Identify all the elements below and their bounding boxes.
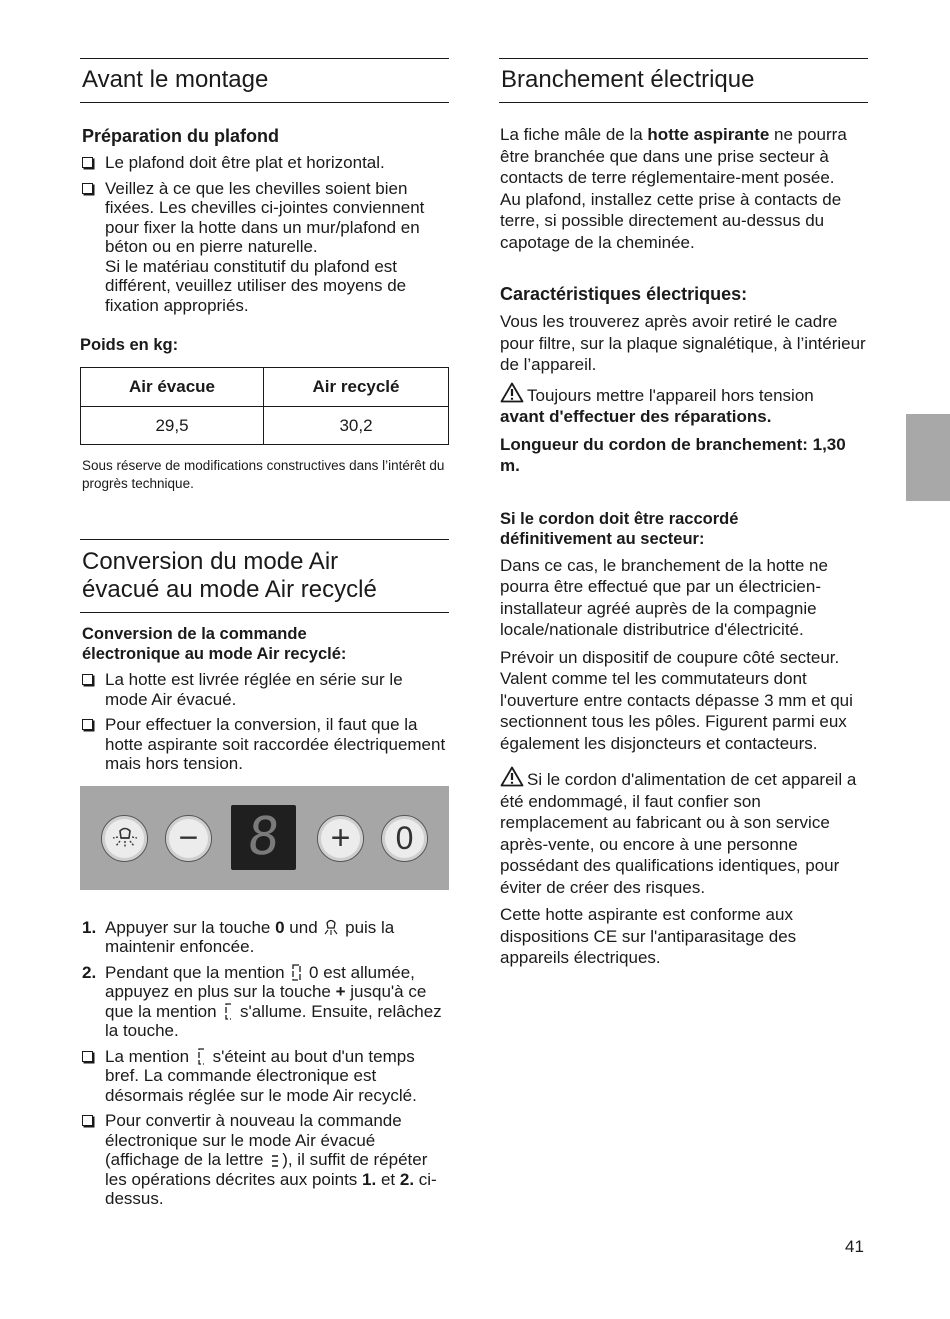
section-title-avant-montage: Avant le montage xyxy=(80,58,449,103)
page-number: 41 xyxy=(845,1237,864,1256)
list-item: Pour convertir à nouveau la commande électronique sur le mode Air évacué (affichage de la lettre ), il suffit de répéter les opérations décrites aux points 1. et 2. ci-dessus. xyxy=(80,1111,449,1209)
list-item: Le plafond doit être plat et horizontal. xyxy=(80,153,449,173)
list-item: Veillez à ce que les chevilles soient bien fixées. Les chevilles ci-jointes conviennent pour fixer la hotte dans un mur/plafond en béton ou en pierre naturelle. Si le matériau constitutif du plafond est différent, veuillez utiliser des moyens de fixation appropriés. xyxy=(80,179,449,316)
seven-segment-display: 8 xyxy=(231,805,296,870)
table-cell: 30,2 xyxy=(264,407,449,445)
list-item: La mention s'éteint au bout d'un temps bref. La commande électronique est désormais réglée sur le mode Air recyclé. xyxy=(80,1047,449,1106)
warning-triangle-icon xyxy=(500,766,524,787)
warning-paragraph-2: Si le cordon d'alimentation de cet appareil a été endommagé, il faut confier son remplacement au fabricant ou à son service après-vente, ou encore à une personne possédant des qualifications identiques, pour éviter de créer des risques. xyxy=(500,766,868,898)
checkbox-square-icon xyxy=(82,1115,93,1126)
seven-segment-glyph-icon xyxy=(223,1003,233,1020)
cord-length: Longueur du cordon de branchement: 1,30 m. xyxy=(500,434,846,475)
table-cell: 29,5 xyxy=(81,407,264,445)
subtitle-caracteristiques: Caractéristiques électriques: xyxy=(500,284,748,304)
minus-button: − xyxy=(165,815,212,862)
checkbox-square-icon xyxy=(82,157,93,168)
carac-paragraph: Vous les trouverez après avoir retiré le cadre pour filtre, sur la plaque signalétique, à l’intérieur de l’appareil. xyxy=(500,312,866,374)
checkbox-square-icon xyxy=(82,674,93,685)
weights-label: Poids en kg: xyxy=(80,336,179,354)
list-item: Pour effectuer la conversion, il faut que la hotte aspirante soit raccordée électriquement mais hors tension. xyxy=(80,715,449,774)
steps-list xyxy=(80,918,449,1209)
weights-table xyxy=(80,367,449,445)
checkbox-square-icon xyxy=(82,719,93,730)
conversion-list xyxy=(80,670,449,774)
seven-segment-glyph-icon xyxy=(270,1153,280,1168)
subtitle-preparation-plafond: Préparation du plafond xyxy=(82,126,280,146)
section-title-conversion: Conversion du mode Air évacué au mode Air recyclé xyxy=(80,539,449,613)
table-header: Air évacue xyxy=(81,368,264,407)
left-column xyxy=(80,58,449,1215)
list-item: 1. Appuyer sur la touche 0 und puis la maintenir enfoncée. xyxy=(82,917,395,956)
light-button xyxy=(101,815,148,862)
intro-paragraph: La fiche mâle de la hotte aspirante ne pourra être branchée que dans une prise secteur à contacts de terre réglementaire-ment posée. xyxy=(500,125,847,187)
right-column xyxy=(499,58,868,975)
control-panel-illustration xyxy=(80,786,449,890)
warning-triangle-icon xyxy=(500,382,524,403)
list-item: 2. Pendant que la mention 0 est allumée, appuyez en plus sur la touche + jusqu'à ce que la mention s'allume. Ensuite, relâchez la touche. xyxy=(82,962,442,1040)
intro-paragraph-2: Au plafond, installez cette prise à contacts de terre, si possible directement au-dessus du capotage de la cheminée. xyxy=(500,189,842,252)
table-header: Air recyclé xyxy=(264,368,449,407)
warning-paragraph-1: Toujours mettre l'appareil hors tension avant d'effectuer des réparations. xyxy=(500,382,868,428)
zero-button: 0 xyxy=(381,815,428,862)
plus-button: + xyxy=(317,815,364,862)
cord-paragraph-2: Prévoir un dispositif de coupure côté secteur. Valent comme tel les commutateurs dont l'ouverture entre contacts dépasse 3 mm et qui sectionnent tous les pôles. Figurent parmi eux également les disjoncteurs et contacteurs. xyxy=(500,647,853,753)
section-tab-marker xyxy=(906,414,950,501)
section-title-branchement: Branchement électrique xyxy=(499,58,868,103)
seven-segment-glyph-icon xyxy=(196,1048,206,1065)
list-item: La hotte est livrée réglée en série sur le mode Air évacué. xyxy=(80,670,449,709)
cord-paragraph-1: Dans ce cas, le branchement de la hotte ne pourra être effectué que par un électricien-installateur agréé auprès de la compagnie locale/nationale distributrice d'électricité. xyxy=(500,555,828,639)
checkbox-square-icon xyxy=(82,1051,93,1062)
light-icon xyxy=(324,918,338,936)
preparation-list xyxy=(80,153,449,315)
subtitle-conversion-commande: Conversion de la commande électronique au mode Air recyclé: xyxy=(82,625,347,663)
light-icon xyxy=(110,823,140,853)
seven-segment-glyph-icon xyxy=(291,964,302,981)
subtitle-cordon: Si le cordon doit être raccordé définitivement au secteur: xyxy=(500,509,739,548)
footnote: Sous réserve de modifications constructives dans l’intérêt du progrès technique. xyxy=(82,458,445,491)
ce-paragraph: Cette hotte aspirante est conforme aux dispositions CE sur l'antiparasitage des appareils électriques. xyxy=(500,905,797,967)
checkbox-square-icon xyxy=(82,183,93,194)
